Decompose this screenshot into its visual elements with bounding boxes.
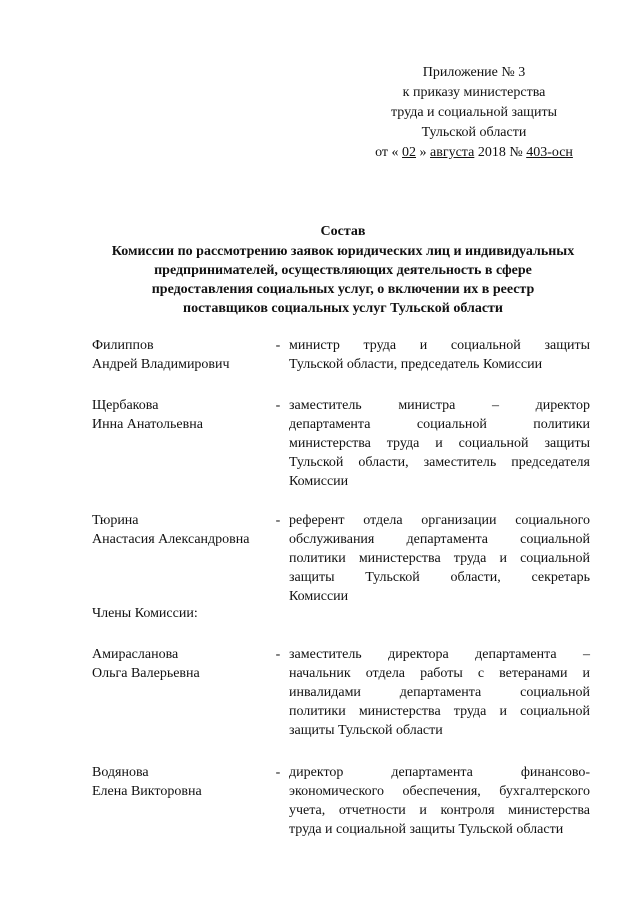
member-name <box>92 763 272 801</box>
member-surname: Водянова <box>92 765 149 780</box>
role-line: политики министерства труда и социальной <box>289 704 590 719</box>
member-role <box>289 511 590 606</box>
title-heading: Состав <box>320 224 366 239</box>
dash-separator: - <box>275 765 281 780</box>
title-line: предпринимателей, осуществляющих деятельность в сфере <box>154 263 532 278</box>
date-prefix: от « <box>375 145 399 160</box>
member-name <box>92 511 272 549</box>
title-line: предоставления социальных услуг, о включении их в реестр <box>151 282 535 297</box>
role-line: Комиссии <box>289 589 349 604</box>
document-title <box>80 222 606 318</box>
member-name <box>92 336 272 374</box>
appendix-line: Тульской области <box>421 125 527 140</box>
member-given-names: Елена Викторовна <box>92 784 202 799</box>
dash-separator: - <box>275 338 281 353</box>
title-line: поставщиков социальных услуг Тульской области <box>183 301 503 316</box>
role-line: обслуживания департамента социальной <box>289 532 590 547</box>
order-number: 403-осн <box>526 145 573 160</box>
role-line: учета, отчетности и контроля министерства <box>289 803 590 818</box>
member-role <box>289 763 590 839</box>
role-line: начальник отдела работы с ветеранами и <box>289 666 590 681</box>
title-line: Комиссии по рассмотрению заявок юридических лиц и индивидуальных <box>111 244 575 259</box>
member-role <box>289 396 590 491</box>
member-surname: Филиппов <box>92 338 154 353</box>
role-line: защиты Тульской области <box>289 723 443 738</box>
role-line: заместитель министра – директор <box>289 398 590 413</box>
role-line: директор департамента финансово- <box>289 765 590 780</box>
member-name <box>92 396 272 434</box>
order-month: августа <box>430 145 475 160</box>
member-surname: Щербакова <box>92 398 159 413</box>
member-name <box>92 645 272 683</box>
appendix-line: к приказу министерства <box>402 85 546 100</box>
role-line: Комиссии <box>289 474 349 489</box>
member-role <box>289 336 590 374</box>
member-given-names: Андрей Владимирович <box>92 357 230 372</box>
member-given-names: Инна Анатольевна <box>92 417 203 432</box>
role-line: министерства труда и социальной защиты <box>289 436 590 451</box>
role-line: труда и социальной защиты Тульской области <box>289 822 564 837</box>
date-mid: » <box>419 145 427 160</box>
role-line: министр труда и социальной защиты <box>289 338 590 353</box>
member-surname: Тюрина <box>92 513 139 528</box>
members-section-label: Члены Комиссии: <box>92 606 198 621</box>
role-line: департамента социальной политики <box>289 417 590 432</box>
role-line: экономического обеспечения, бухгалтерского <box>289 784 590 799</box>
dash-separator: - <box>275 398 281 413</box>
order-day: 02 <box>402 145 417 160</box>
role-line: Тульской области, председатель Комиссии <box>289 357 543 372</box>
order-date-line <box>340 143 608 163</box>
member-given-names: Анастасия Александровна <box>92 532 250 547</box>
role-line: референт отдела организации социального <box>289 513 590 528</box>
member-given-names: Ольга Валерьевна <box>92 666 200 681</box>
role-line: инвалидами департамента социальной <box>289 685 590 700</box>
role-line: политики министерства труда и социальной <box>289 551 590 566</box>
appendix-block <box>340 63 608 163</box>
member-surname: Амирасланова <box>92 647 179 662</box>
dash-separator: - <box>275 513 281 528</box>
role-line: Тульской области, заместитель председателя <box>289 455 590 470</box>
dash-separator: - <box>275 647 281 662</box>
appendix-line: Приложение № 3 <box>422 65 526 80</box>
member-role <box>289 645 590 740</box>
order-year: 2018 № <box>477 145 523 160</box>
appendix-line: труда и социальной защиты <box>391 105 557 120</box>
role-line: защиты Тульской области, секретарь <box>289 570 590 585</box>
role-line: заместитель директора департамента – <box>289 647 590 662</box>
